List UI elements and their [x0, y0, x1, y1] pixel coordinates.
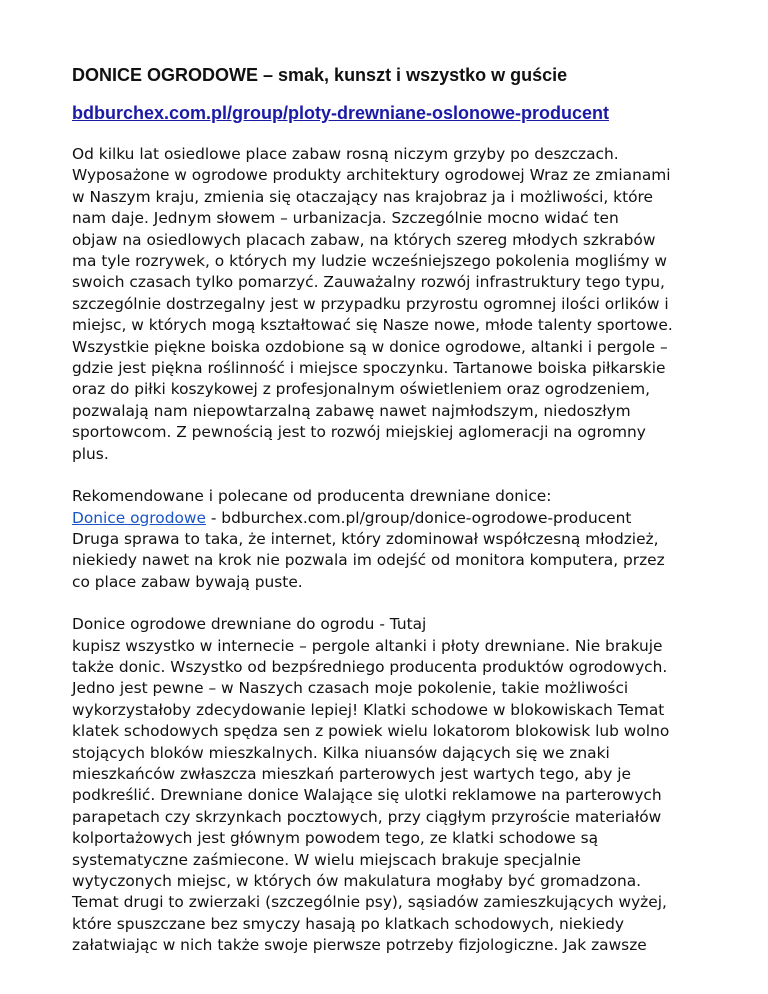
text-line: mieszkańców zwłaszcza mieszkań parterowych jest wartych tego, aby je — [72, 764, 631, 783]
text-line: ma tyle rozrywek, o których my ludzie wcześniejszego pokolenia mogliśmy w — [72, 252, 667, 271]
text-line: Jedno jest pewne – w Naszych czasach moje pokolenie, takie możliwości — [72, 679, 629, 698]
text-line: miejsc, w których mogą kształtować się Nasze nowe, młode talenty sportowe. — [72, 316, 673, 335]
text-line: parapetach czy skrzynkach pocztowych, przy ciągłym przyroście materiałów — [72, 807, 662, 826]
text-line: co place zabaw bywają puste. — [72, 572, 303, 591]
text-line: wytyczonych miejsc, w których ów makulatura mogłaby być gromadzona. — [72, 872, 642, 890]
text-line: niekiedy nawet na krok nie pozwala im odejść od monitora komputera, przez — [72, 551, 665, 570]
text-line: załatwiając w nich także swoje pierwsze potrzeby fizjologiczne. Jak zawsze — [72, 936, 647, 955]
text-line: nam daje. Jednym słowem – urbanizacja. Szczególnie mocno widać ten — [72, 209, 619, 228]
text-line: także donic. Wszystko od bezpśredniego producenta produktów ogrodowych. — [72, 657, 668, 676]
donice-ogrodowe-link[interactable]: Donice ogrodowe — [72, 508, 206, 527]
text-line: oraz do piłki koszykowej z profesjonalnym oświetleniem oraz ogrodzeniem, — [72, 380, 651, 399]
text-line: Wszystkie piękne boiska ozdobione są w donice ogrodowe, altanki i pergole – — [72, 337, 668, 356]
text-line: stojących bloków mieszkalnych. Kilka niuansów dających się we znaki — [72, 743, 610, 762]
text-line: Temat drugi to zwierzaki (szczególnie psy), sąsiadów zamieszkujących wyżej, — [72, 893, 667, 912]
text-line: Od kilku lat osiedlowe place zabaw rosną niczym grzyby po deszczach. — [72, 145, 619, 163]
text-line: gdzie jest piękna roślinność i miejsce spoczynku. Tartanowe boiska piłkarskie — [72, 359, 666, 378]
text-line: kolportażowych jest głównym powodem tego, ze klatki schodowe są — [72, 829, 599, 848]
document-title: DONICE OGRODOWE – smak, kunszt i wszystko w guście — [72, 65, 568, 85]
text-line: które spuszczane bez smyczy hasają po klatkach schodowych, niekiedy — [72, 914, 625, 933]
text-line: Druga sprawa to taka, że internet, który zdominował współczesną młodzież, — [72, 529, 659, 548]
text-line: klatek schodowych spędza sen z powiek wielu lokatorom blokowisk lub wolno — [72, 722, 670, 741]
link-suffix: - bdburchex.com.pl/group/donice-ogrodowe-producent — [205, 508, 632, 527]
document-page — [72, 64, 712, 978]
text-line: kupisz wszystko w internecie – pergole altanki i płoty drewniane. Nie brakuje — [72, 636, 663, 655]
header-link[interactable]: bdburchex.com.pl/group/ploty-drewniane-oslonowe-producent — [72, 103, 610, 123]
text-line: Rekomendowane i polecane od producenta drewniane donice: — [72, 487, 552, 506]
link-line — [72, 508, 712, 529]
text-line: Wyposażone w ogrodowe produkty architektury ogrodowej Wraz ze zmianami — [72, 166, 671, 185]
text-line: szczególnie dostrzegalny jest w przypadku przyrostu ogromnej ilości orlików i — [72, 294, 669, 313]
text-line: systematyczne zaśmiecone. W wielu miejscach brakuje specjalnie — [72, 850, 581, 869]
text-line: objaw na osiedlowych placach zabaw, na których szereg młodych szkrabów — [72, 230, 656, 249]
text-line: podkreślić. Drewniane donice Walające się ulotki reklamowe na parterowych — [72, 786, 662, 805]
paragraph-3 — [72, 614, 712, 957]
text-line: swoich czasach tylko pomarzyć. Zauważalny rozwój infrastruktury tego typu, — [72, 273, 665, 292]
text-line: plus. — [72, 444, 109, 463]
text-line: w Naszym kraju, zmienia się otaczający nas krajobraz ja i możliwości, które — [72, 187, 653, 206]
paragraph-2 — [72, 486, 712, 593]
text-line: wykorzystałoby zdecydowanie lepiej! Klatki schodowe w blokowiskach Temat — [72, 700, 665, 719]
text-line: sportowcom. Z pewnością jest to rozwój miejskiej aglomeracji na ogromny — [72, 423, 646, 442]
text-line: pozwalają nam niepowtarzalną zabawę nawet najmłodszym, niedoszłym — [72, 401, 631, 420]
text-line: Donice ogrodowe drewniane do ogrodu - Tutaj — [72, 615, 427, 634]
paragraph-1 — [72, 144, 712, 465]
